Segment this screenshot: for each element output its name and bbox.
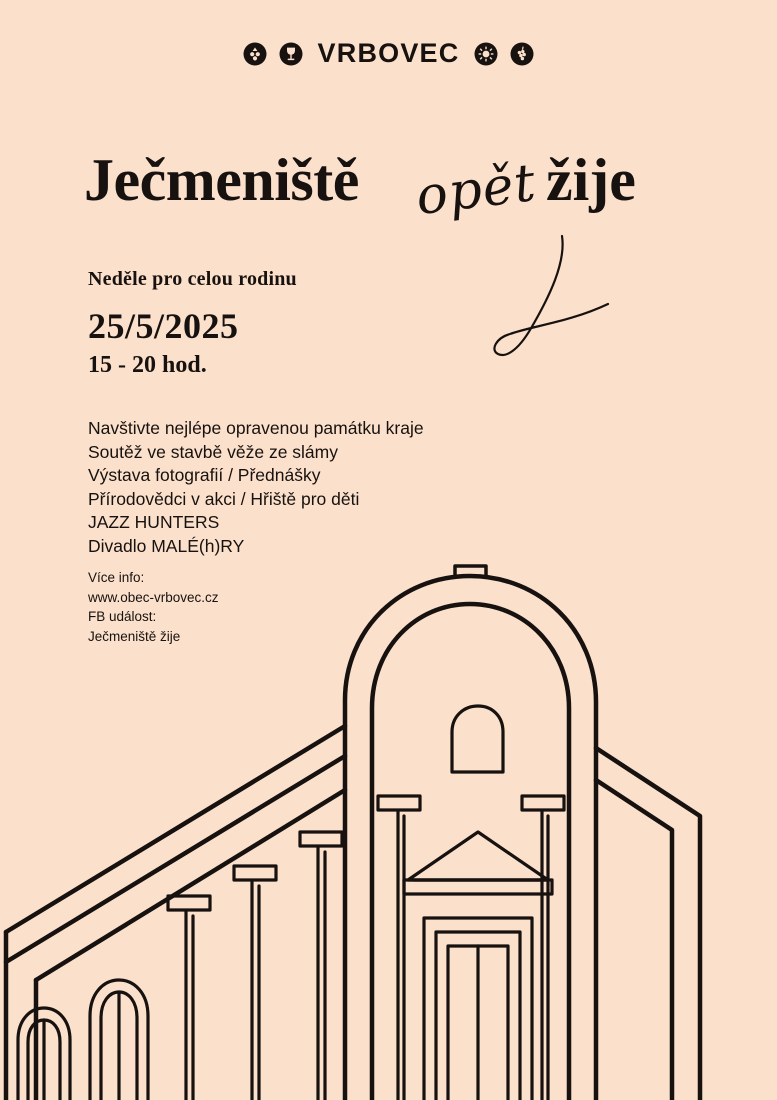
program-item: Divadlo MALÉ(h)RY [88,535,245,556]
title-main: Ječmeniště [84,147,359,213]
program-item: Výstava fotografií / Přednášky [88,465,321,485]
script-flourish-decoration [470,234,620,364]
grape-cluster-icon [509,41,535,67]
program-item: Přírodovědci v akci / Hřiště pro děti [88,488,360,509]
grapes-crest-icon [242,41,268,67]
program-list [88,417,518,558]
info-website: www.obec-vrbovec.cz [88,589,219,605]
program-item: Navštivte nejlépe opravenou památku kraje [88,418,424,438]
brand-header [0,38,777,69]
poster-title [0,138,777,248]
title-script-word: opět [412,152,540,228]
info-label-more: Více info: [88,570,145,585]
wine-glass-icon [278,41,304,67]
event-date: 25/5/2025 [88,306,239,346]
info-label-fb: FB událost: [88,609,157,624]
event-time: 15 - 20 hod. [88,352,207,378]
title-end: žije [546,147,636,213]
event-subhead: Neděle pro celou rodinu [88,268,297,290]
sun-rosette-icon [473,41,499,67]
info-fb-event: Ječmeniště žije [88,628,181,644]
program-item: JAZZ HUNTERS [88,512,220,532]
program-item: Soutěž ve stavbě věže ze slámy [88,441,338,462]
info-block [88,568,388,646]
brand-name: VRBOVEC [317,38,460,68]
